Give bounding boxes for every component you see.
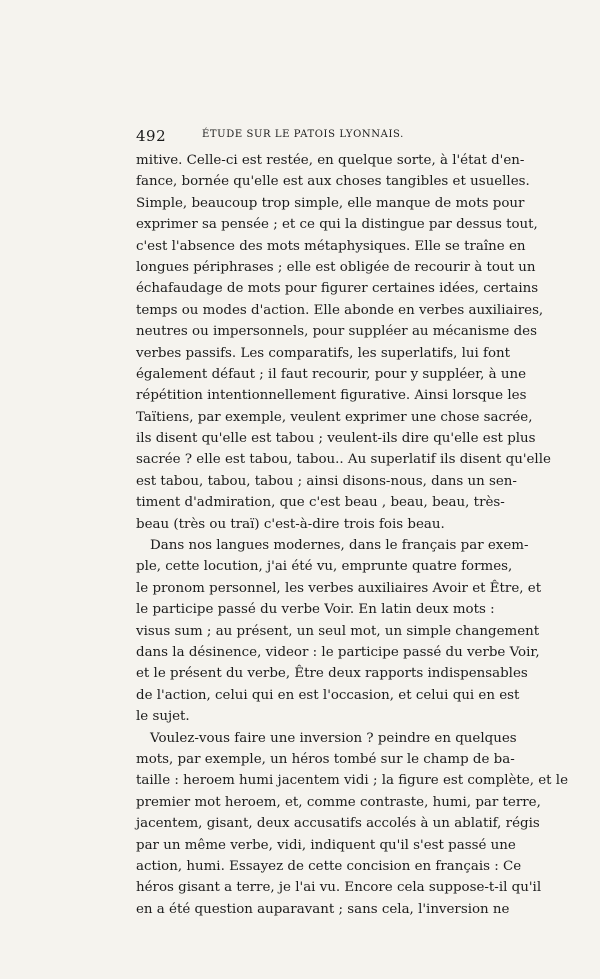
text-line: premier mot heroem, et, comme contraste, humi, par terre,: [136, 794, 541, 810]
text-line: ils disent qu'elle est tabou ; veulent-ils dire qu'elle est plus: [136, 431, 536, 447]
text-line: le participe passé du verbe Voir. En latin deux mots :: [136, 602, 495, 618]
text-line: temps ou modes d'action. Elle abonde en verbes auxiliaires,: [136, 302, 544, 318]
text-line: longues périphrases ; elle est obligée de recourir à tout un: [136, 259, 536, 275]
text-line: en a été question auparavant ; sans cela, l'inversion ne: [136, 901, 510, 917]
text-line: échafaudage de mots pour figurer certaines idées, certains: [136, 281, 539, 297]
text-line: beau (très ou traï) c'est-à-dire trois fois beau.: [136, 516, 445, 532]
text-line: par un même verbe, vidi, indiquent qu'il s'est passé une: [136, 837, 516, 853]
text-line: répétition intentionnellement figurative. Ainsi lorsque les: [136, 388, 527, 404]
text-line: exprimer sa pensée ; et ce qui la distingue par dessus tout,: [136, 217, 538, 233]
page-number: 492: [136, 127, 167, 145]
text-line: également défaut ; il faut recourir, pour y suppléer, à une: [136, 366, 527, 382]
text-line: de l'action, celui qui en est l'occasion, et celui qui en est: [136, 687, 520, 703]
text-line: Taïtiens, par exemple, veulent exprimer une chose sacrée,: [136, 409, 533, 425]
text-line: fance, bornée qu'elle est aux choses tangibles et usuelles.: [136, 174, 530, 190]
text-line: action, humi. Essayez de cette concision en français : Ce: [136, 858, 522, 874]
text-line: et le présent du verbe, Être deux rapports indispensables: [136, 666, 528, 682]
text-line: c'est l'absence des mots métaphysiques. Elle se traîne en: [136, 238, 526, 254]
text-line: visus sum ; au présent, un seul mot, un simple changement: [136, 623, 540, 639]
text-line: le sujet.: [136, 709, 190, 725]
text-line: héros gisant a terre, je l'ai vu. Encore cela suppose-t-il qu'il: [136, 880, 542, 896]
text-line: le pronom personnel, les verbes auxiliaires Avoir et Être, et: [136, 580, 542, 596]
text-line: Voulez-vous faire une inversion ? peindre en quelques: [150, 730, 517, 746]
text-line: Simple, beaucoup trop simple, elle manque de mots pour: [136, 195, 525, 211]
text-line: sacrée ? elle est tabou, tabou.. Au superlatif ils disent qu'elle: [136, 452, 551, 468]
text-line: mots, par exemple, un héros tombé sur le champ de ba-: [136, 751, 515, 767]
text-line: dans la désinence, videor : le participe passé du verbe Voir,: [136, 644, 540, 660]
text-line: neutres ou impersonnels, pour suppléer au mécanisme des: [136, 324, 537, 340]
text-line: mitive. Celle-ci est restée, en quelque sorte, à l'état d'en-: [136, 153, 525, 168]
text-line: verbes passifs. Les comparatifs, les superlatifs, lui font: [136, 345, 511, 361]
text-line: Dans nos langues modernes, dans le français par exem-: [150, 538, 529, 554]
text-line: est tabou, tabou, tabou ; ainsi disons-nous, dans un sen-: [136, 473, 517, 489]
text-line: ple, cette locution, j'ai été vu, emprunte quatre formes,: [136, 559, 513, 575]
running-title: ÉTUDE SUR LE PATOIS LYONNAIS.: [202, 129, 404, 140]
text-line: timent d'admiration, que c'est beau , beau, beau, très-: [136, 495, 505, 511]
text-line: jacentem, gisant, deux accusatifs accolés à un ablatif, régis: [136, 816, 540, 832]
text-line: taille : heroem humi jacentem vidi ; la figure est complète, et le: [136, 773, 568, 789]
page-body-text: [136, 150, 568, 920]
